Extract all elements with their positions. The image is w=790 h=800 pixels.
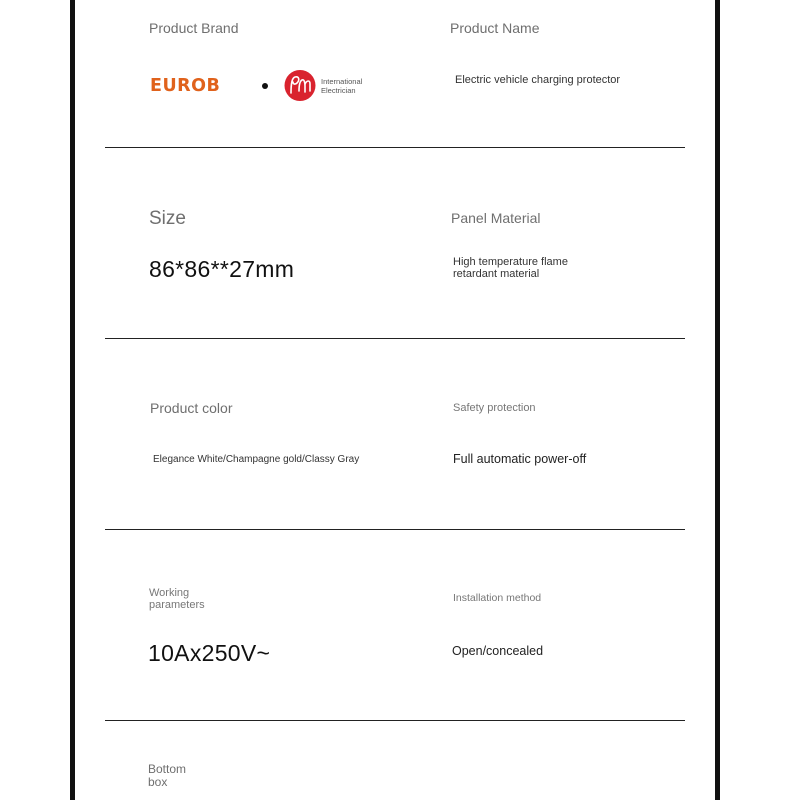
safety-protection-label: Safety protection — [453, 402, 536, 414]
eurob-logo: EUROB — [150, 76, 221, 96]
international-electrician-logo-icon — [283, 69, 317, 102]
partner-line-1: International — [321, 77, 363, 86]
size-label: Size — [149, 208, 186, 229]
right-frame-bar — [715, 0, 720, 800]
product-brand-label: Product Brand — [149, 20, 239, 36]
row-divider — [105, 720, 685, 721]
installation-method-value: Open/concealed — [452, 644, 544, 658]
size-value: 86*86**27mm — [149, 256, 295, 282]
product-name-label: Product Name — [450, 20, 540, 36]
panel-material-value: High temperature flame retardant material — [453, 256, 568, 280]
row-divider — [105, 529, 685, 530]
product-name-value: Electric vehicle charging protector — [455, 74, 621, 86]
row-divider — [105, 147, 685, 148]
safety-protection-value: Full automatic power-off — [453, 452, 587, 466]
row-divider — [105, 338, 685, 339]
product-color-label: Product color — [150, 400, 233, 416]
installation-method-label: Installation method — [453, 592, 542, 604]
partner-logo-text — [321, 77, 362, 95]
bottom-box-label: Bottom box — [148, 762, 187, 789]
partner-line-2: Electrician — [321, 86, 356, 95]
working-parameters-value: 10Ax250V~ — [148, 640, 271, 666]
panel-material-label: Panel Material — [451, 210, 541, 226]
product-color-value: Elegance White/Champagne gold/Classy Gray — [153, 454, 360, 465]
separator-dot — [262, 83, 268, 89]
left-frame-bar — [70, 0, 75, 800]
working-parameters-label: Working parameters — [149, 587, 205, 611]
